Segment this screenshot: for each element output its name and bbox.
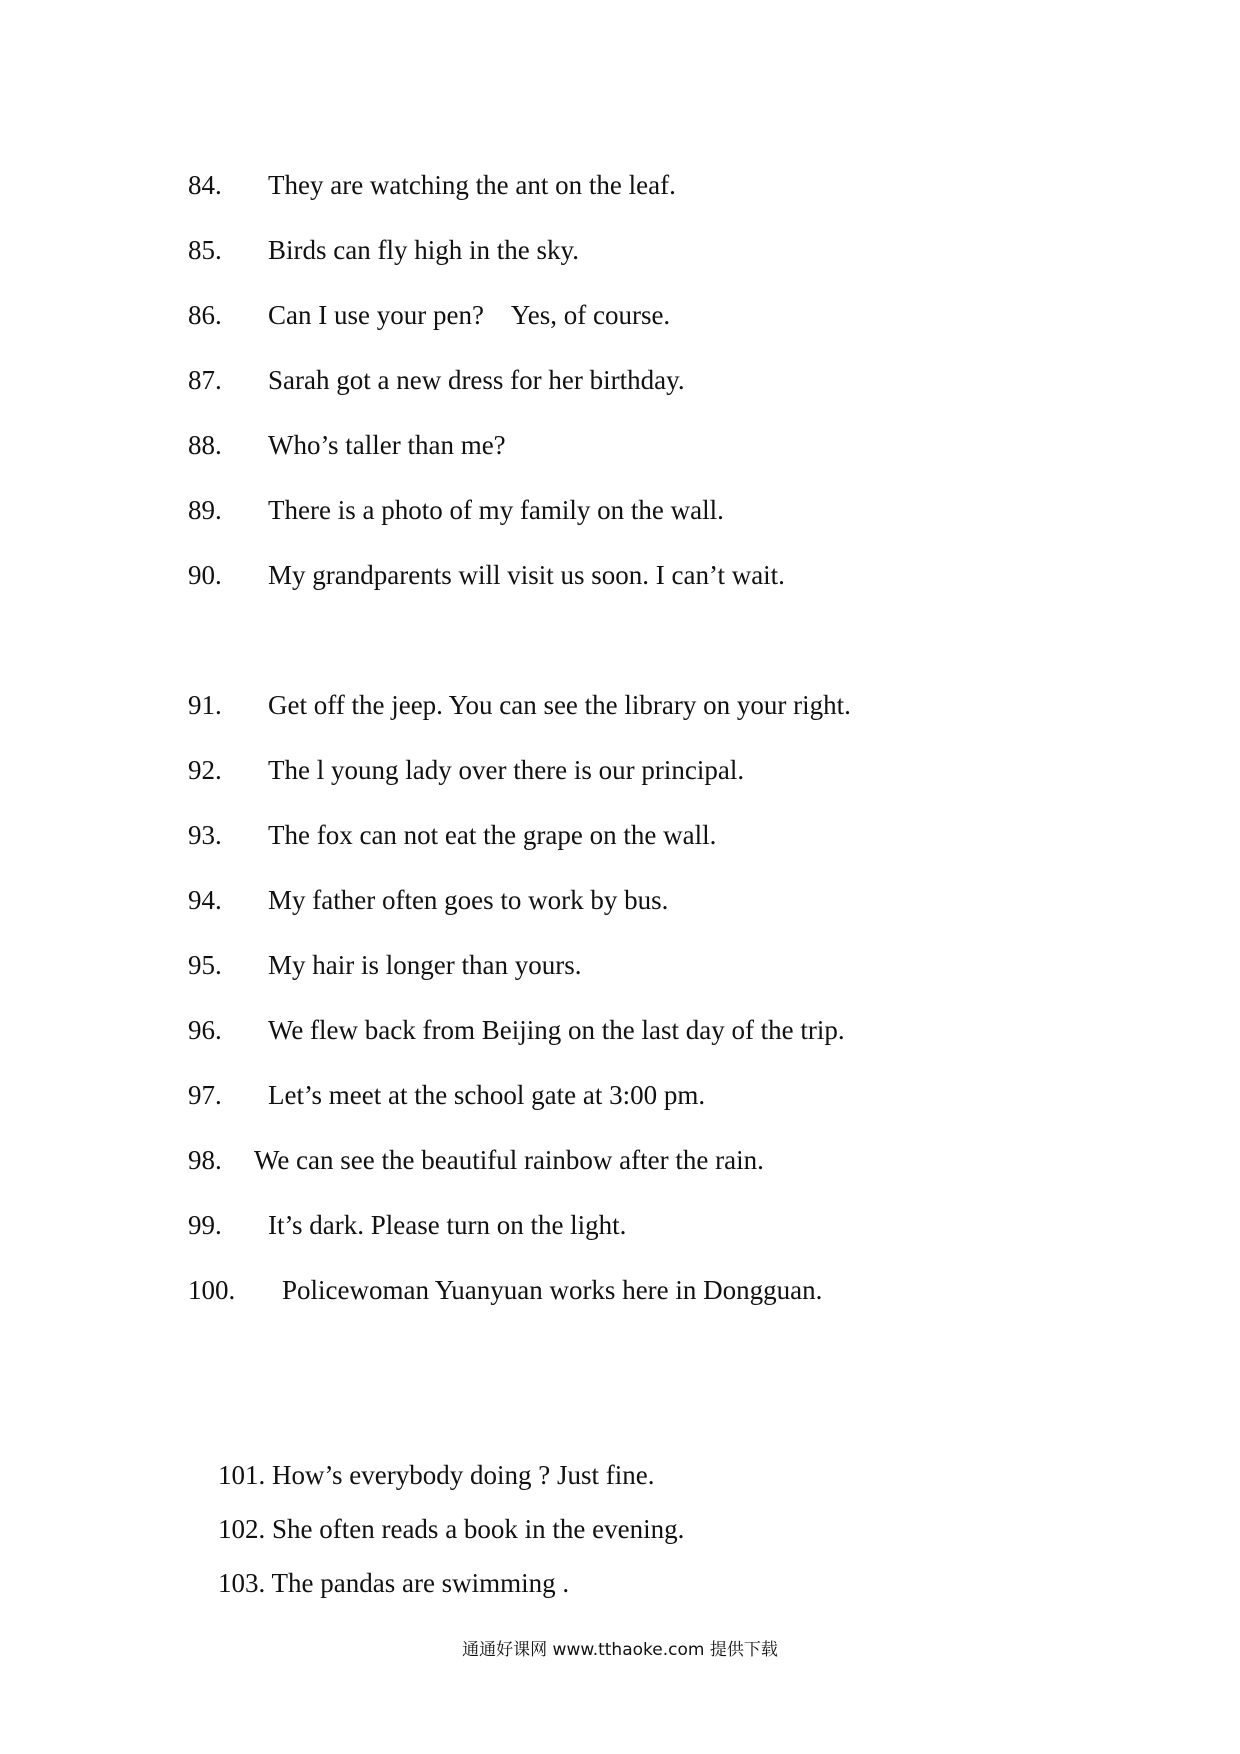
item-text: Let’s meet at the school gate at 3:00 pm. bbox=[268, 1080, 706, 1110]
item-text: Birds can fly high in the sky. bbox=[268, 235, 579, 265]
item-number: 93. bbox=[188, 820, 222, 850]
item-text: We flew back from Beijing on the last day of the trip. bbox=[268, 1015, 845, 1045]
item-number: 94. bbox=[188, 885, 222, 915]
item-number: 100. bbox=[188, 1275, 236, 1305]
item-number: 86. bbox=[188, 300, 222, 330]
item-number: 96. bbox=[188, 1015, 222, 1045]
item-text: My hair is longer than yours. bbox=[268, 950, 582, 980]
item-text: 101. How’s everybody doing ? Just fine. bbox=[218, 1460, 655, 1490]
item-text: The fox can not eat the grape on the wall. bbox=[268, 820, 717, 850]
item-text: They are watching the ant on the leaf. bbox=[268, 170, 676, 200]
item-number: 98. bbox=[188, 1145, 222, 1175]
item-number: 95. bbox=[188, 950, 222, 980]
item-text: Policewoman Yuanyuan works here in Dongguan. bbox=[282, 1275, 823, 1305]
item-text: The l young lady over there is our principal. bbox=[268, 755, 745, 785]
item-number: 91. bbox=[188, 690, 222, 720]
item-number: 84. bbox=[188, 170, 222, 200]
item-text: There is a photo of my family on the wall. bbox=[268, 495, 724, 525]
item-number: 92. bbox=[188, 755, 222, 785]
item-number: 87. bbox=[188, 365, 222, 395]
item-text: We can see the beautiful rainbow after the rain. bbox=[254, 1145, 764, 1175]
item-text: It’s dark. Please turn on the light. bbox=[268, 1210, 627, 1240]
item-text: 103. The pandas are swimming . bbox=[218, 1568, 570, 1598]
item-text: My grandparents will visit us soon. I can’t wait. bbox=[268, 560, 785, 590]
item-number: 85. bbox=[188, 235, 222, 265]
item-text: My father often goes to work by bus. bbox=[268, 885, 669, 915]
item-text: Can I use your pen? Yes, of course. bbox=[268, 300, 671, 330]
item-number: 90. bbox=[188, 560, 222, 590]
item-number: 89. bbox=[188, 495, 222, 525]
item-text: Sarah got a new dress for her birthday. bbox=[268, 365, 685, 395]
item-number: 99. bbox=[188, 1210, 222, 1240]
item-number: 97. bbox=[188, 1080, 222, 1110]
item-text: 102. She often reads a book in the evening. bbox=[218, 1514, 685, 1544]
item-text: Who’s taller than me? bbox=[268, 430, 506, 460]
item-number: 88. bbox=[188, 430, 222, 460]
page-footer: 通通好课网 www.tthaoke.com 提供下载 bbox=[462, 1640, 778, 1660]
item-text: Get off the jeep. You can see the library on your right. bbox=[268, 690, 851, 720]
